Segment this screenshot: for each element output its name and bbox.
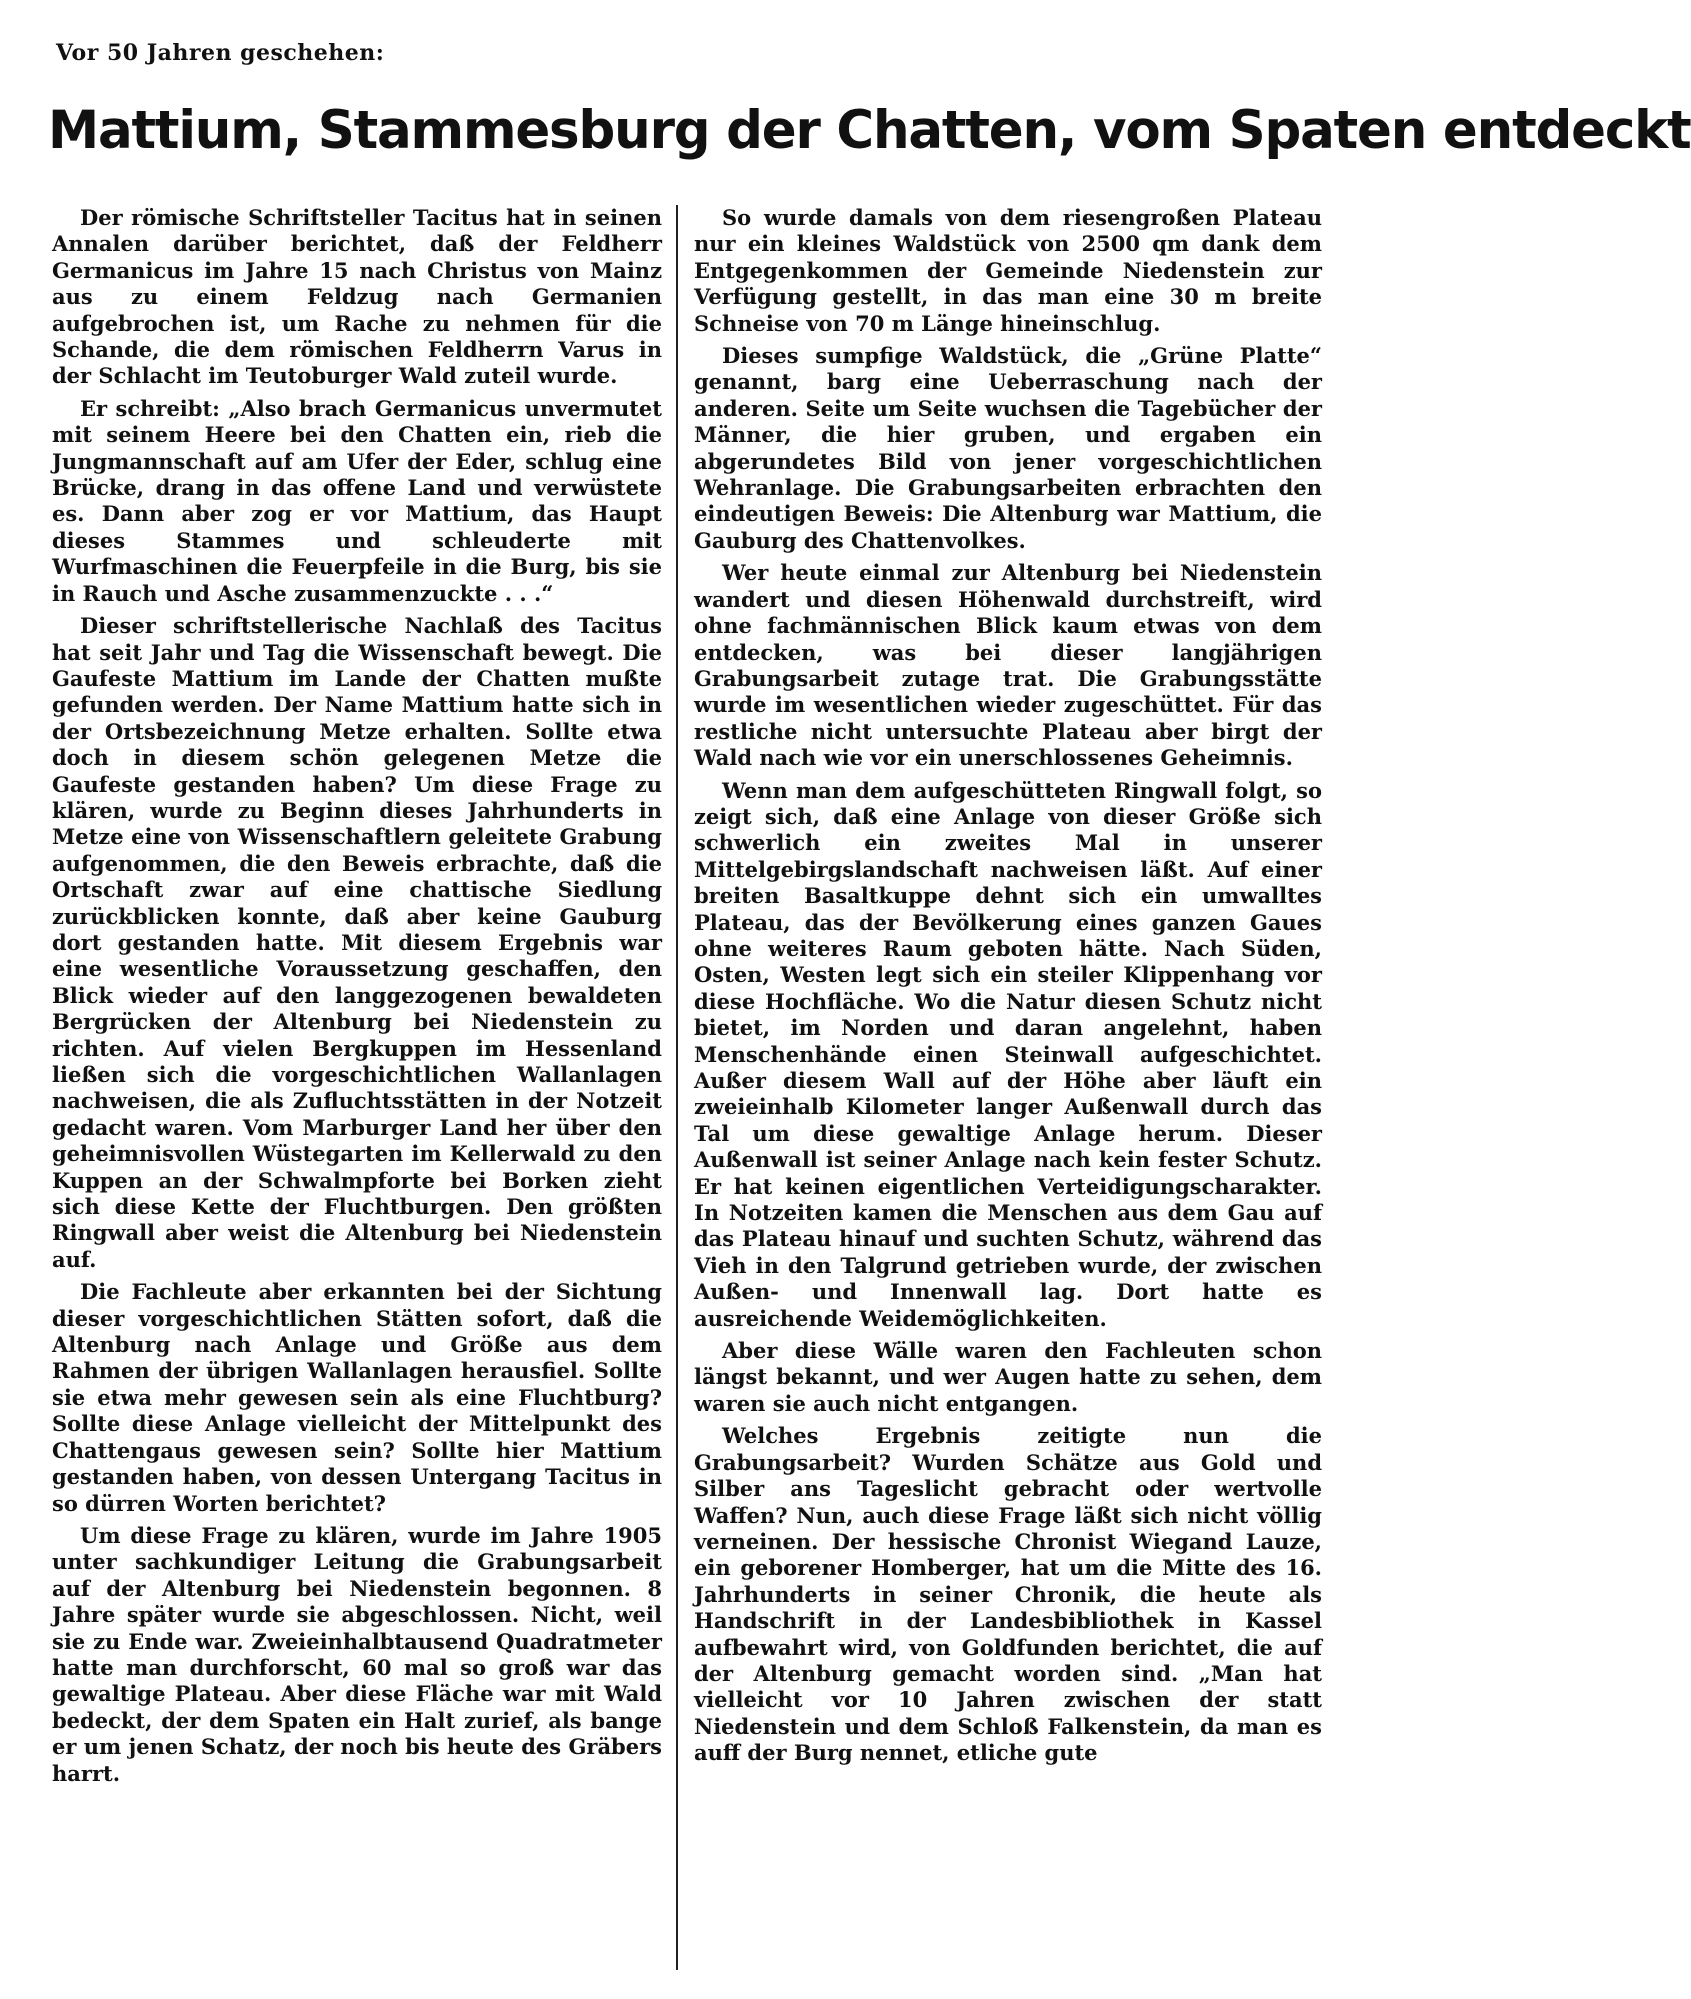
paragraph: Aber diese Wälle waren den Fachleuten schon längst bekannt, und wer Augen hatte zu sehen, dem waren sie auch nicht entgangen. [694, 1338, 1322, 1416]
left-column [52, 205, 662, 1970]
paragraph: Dieser schriftstellerische Nachlaß des Tacitus hat seit Jahr und Tag die Wissenschaft bewegt. Die Gaufeste Mattium im Lande der Chatten mußte gefunden werden. Der Name Mattium hatte sich in der Ortsbezeichnung Metze erhalten. Sollte etwa doch in diesem schön gelegenen Metze die Gaufeste gestanden haben? Um diese Frage zu klären, wurde zu Beginn dieses Jahrhunderts in Metze eine von Wissenschaftlern geleitete Grabung aufgenommen, die den Beweis erbrachte, daß die Ortschaft zwar auf eine chattische Siedlung zurückblicken konnte, daß aber keine Gauburg dort gestanden hatte. Mit diesem Ergebnis war eine wesentliche Voraussetzung geschaffen, den Blick wieder auf den langgezogenen bewaldeten Bergrücken der Altenburg bei Niedenstein zu richten. Auf vielen Bergkuppen im Hessenland ließen sich die vorgeschichtlichen Wallanlagen nachweisen, die als Zufluchtsstätten in der Notzeit gedacht waren. Vom Marburger Land her über den geheimnisvollen Wüstegarten im Kellerwald zu den Kuppen an der Schwalmpforte bei Borken zieht sich diese Kette der Fluchtburgen. Den größten Ringwall aber weist die Altenburg bei Niedenstein auf. [52, 613, 662, 1272]
paragraph: Er schreibt: „Also brach Germanicus unvermutet mit seinem Heere bei den Chatten ein, rieb die Jungmannschaft auf am Ufer der Eder, schlug eine Brücke, drang in das offene Land und verwüstete es. Dann aber zog er vor Mattium, das Haupt dieses Stammes und schleuderte mit Wurfmaschinen die Feuerpfeile in die Burg, bis sie in Rauch und Asche zusammenzuckte . . .“ [52, 395, 662, 606]
article-kicker: Vor 50 Jahren geschehen: [56, 40, 385, 66]
paragraph: Wenn man dem aufgeschütteten Ringwall folgt, so zeigt sich, daß eine Anlage von dieser Größe sich schwerlich ein zweites Mal in unserer Mittelgebirgslandschaft nachweisen läßt. Auf einer breiten Basaltkuppe dehnt sich ein umwalltes Plateau, das der Bevölkerung eines ganzen Gaues ohne weiteres Raum geboten hätte. Nach Süden, Osten, Westen legt sich ein steiler Klippenhang vor diese Hochfläche. Wo die Natur diesen Schutz nicht bietet, im Norden und daran angelehnt, haben Menschenhände einen Steinwall aufgeschichtet. Außer diesem Wall auf der Höhe aber läuft ein zweieinhalb Kilometer langer Außenwall durch das Tal um diese gewaltige Anlage herum. Dieser Außenwall ist seiner Anlage nach kein fester Schutz. Er hat keinen eigentlichen Verteidigungscharakter. In Notzeiten kamen die Menschen aus dem Gau auf das Plateau hinauf und suchten Schutz, während das Vieh in den Talgrund getrieben wurde, der zwischen Außen- und Innenwall lag. Dort hatte es ausreichende Weidemöglichkeiten. [694, 777, 1322, 1331]
paragraph: Welches Ergebnis zeitigte nun die Grabungsarbeit? Wurden Schätze aus Gold und Silber ans Tageslicht gebracht oder wertvolle Waffen? Nun, auch diese Frage läßt sich nicht völlig verneinen. Der hessische Chronist Wiegand Lauze, ein geborener Homberger, hat um die Mitte des 16. Jahrhunderts in seiner Chronik, die heute als Handschrift in der Landesbibliothek in Kassel aufbewahrt wird, von Goldfunden berichtet, die auf der Altenburg gemacht worden sind. „Man hat vielleicht vor 10 Jahren zwischen der statt Niedenstein und dem Schloß Falkenstein, da man es auff der Burg nennet, etliche gute [694, 1423, 1322, 1766]
paragraph: Dieses sumpfige Waldstück, die „Grüne Platte“ genannt, barg eine Ueberraschung nach der anderen. Seite um Seite wuchsen die Tagebücher der Männer, die hier gruben, und ergaben ein abgerundetes Bild von jener vorgeschichtlichen Wehranlage. Die Grabungsarbeiten erbrachten den eindeutigen Beweis: Die Altenburg war Mattium, die Gauburg des Chattenvolkes. [694, 343, 1322, 553]
column-divider [676, 205, 678, 1970]
right-column [694, 205, 1322, 1970]
paragraph: Wer heute einmal zur Altenburg bei Niedenstein wandert und diesen Höhenwald durchstreift, wird ohne fachmännischen Blick kaum etwas von dem entdecken, was bei dieser langjährigen Grabungsarbeit zutage trat. Die Grabungsstätte wurde im wesentlichen wieder zugeschüttet. Für das restliche nicht untersuchte Plateau aber birgt der Wald nach wie vor ein unerschlossenes Geheimnis. [694, 560, 1322, 771]
paragraph: Der römische Schriftsteller Tacitus hat in seinen Annalen darüber berichtet, daß der Feldherr Germanicus im Jahre 15 nach Christus von Mainz aus zu einem Feldzug nach Germanien aufgebrochen ist, um Rache zu nehmen für die Schande, die dem römischen Feldherrn Varus in der Schlacht im Teutoburger Wald zuteil wurde. [52, 205, 662, 389]
paragraph: Um diese Frage zu klären, wurde im Jahre 1905 unter sachkundiger Leitung die Grabungsarbeit auf der Altenburg bei Niedenstein begonnen. 8 Jahre später wurde sie abgeschlossen. Nicht, weil sie zu Ende war. Zweieinhalbtausend Quadratmeter hatte man durchforscht, 60 mal so groß war das gewaltige Plateau. Aber diese Fläche war mit Wald bedeckt, der dem Spaten ein Halt zurief, als bange er um jenen Schatz, der noch bis heute des Gräbers harrt. [52, 1522, 662, 1786]
paragraph: So wurde damals von dem riesengroßen Plateau nur ein kleines Waldstück von 2500 qm dank dem Entgegenkommen der Gemeinde Niedenstein zur Verfügung gestellt, in das man eine 30 m breite Schneise von 70 m Länge hineinschlug. [694, 205, 1322, 336]
paragraph: Die Fachleute aber erkannten bei der Sichtung dieser vorgeschichtlichen Stätten sofort, daß die Altenburg nach Anlage und Größe aus dem Rahmen der übrigen Wallanlagen herausfiel. Sollte sie etwa mehr gewesen sein als eine Fluchtburg? Sollte diese Anlage vielleicht der Mittelpunkt des Chattengaus gewesen sein? Sollte hier Mattium gestanden haben, von dessen Untergang Tacitus in so dürren Worten berichtet? [52, 1279, 662, 1516]
article-headline: Mattium, Stammesburg der Chatten, vom Spaten entdeckt [48, 100, 1691, 161]
